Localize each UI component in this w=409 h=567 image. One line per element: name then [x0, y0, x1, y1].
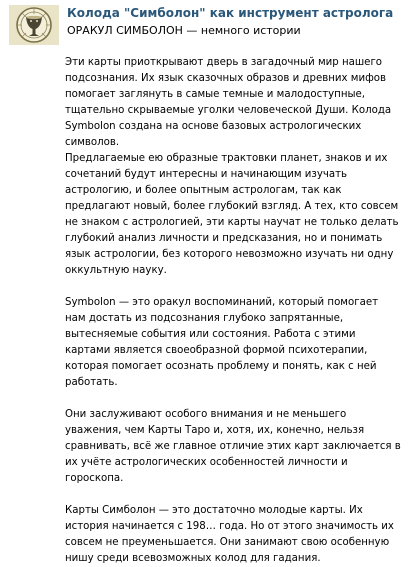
post-header — [9, 5, 405, 45]
post-paragraph: Они заслуживают особого внимания и не меньшего уважения, чем Карты Таро и, хотя, их, конечно, нельзя сравнивать, всё же главное отличие этих карт заключается в их учёте астрологических особенностей личности и гороскопа. — [65, 409, 401, 484]
post-paragraph: Symbolon — это оракул воспоминаний, который помогает нам достать из подсознания глубоко запрятанные, вытесняемые события или состояния. Работа с этими картами является своеобразной формой психотерапии, которая помогает осознать проблему и понять, как с ней работать. — [65, 297, 379, 388]
post-paragraph: Карты Симболон — это достаточно молодые карты. Их история начинается с 198… года. Но от этого значимость их совсем не преуменьшается. Они занимают свою особенную нишу среди всевозможных колод для гадания. — [65, 505, 394, 564]
post-titles — [67, 5, 407, 39]
group-title-link[interactable]: Колода "Симболон" как инструмент астролога — [67, 6, 394, 20]
post-text — [65, 55, 401, 567]
post-paragraph: Предлагаемые ею образные трактовки планет, знаков и их сочетаний будут интересны и начинающим изучать астрологию, и более опытным астрологам, так как предлагают новый, более глубокий взгляд. А тех, кто совсем не знаком с астрологией, эти карты научат не только делать глубокий анализ личности и предсказания, но и понимать язык астрологии, без которого невозможно изучать ни одну оккультную науку. — [65, 153, 399, 276]
post-paragraph: Эти карты приоткрывают дверь в загадочный мир нашего подсознания. Их язык сказочных образов и древних мифов помогает заглянуть в самые темные и малодоступные, тщательно скрываемые уголки человеческой Души. Колода Symbolon создана на основе базовых астрологических символов. — [65, 57, 392, 148]
post-subtitle: ОРАКУЛ СИМБОЛОН — немного истории — [67, 24, 301, 37]
group-avatar[interactable] — [9, 5, 59, 45]
cup-logo-icon — [9, 5, 59, 45]
